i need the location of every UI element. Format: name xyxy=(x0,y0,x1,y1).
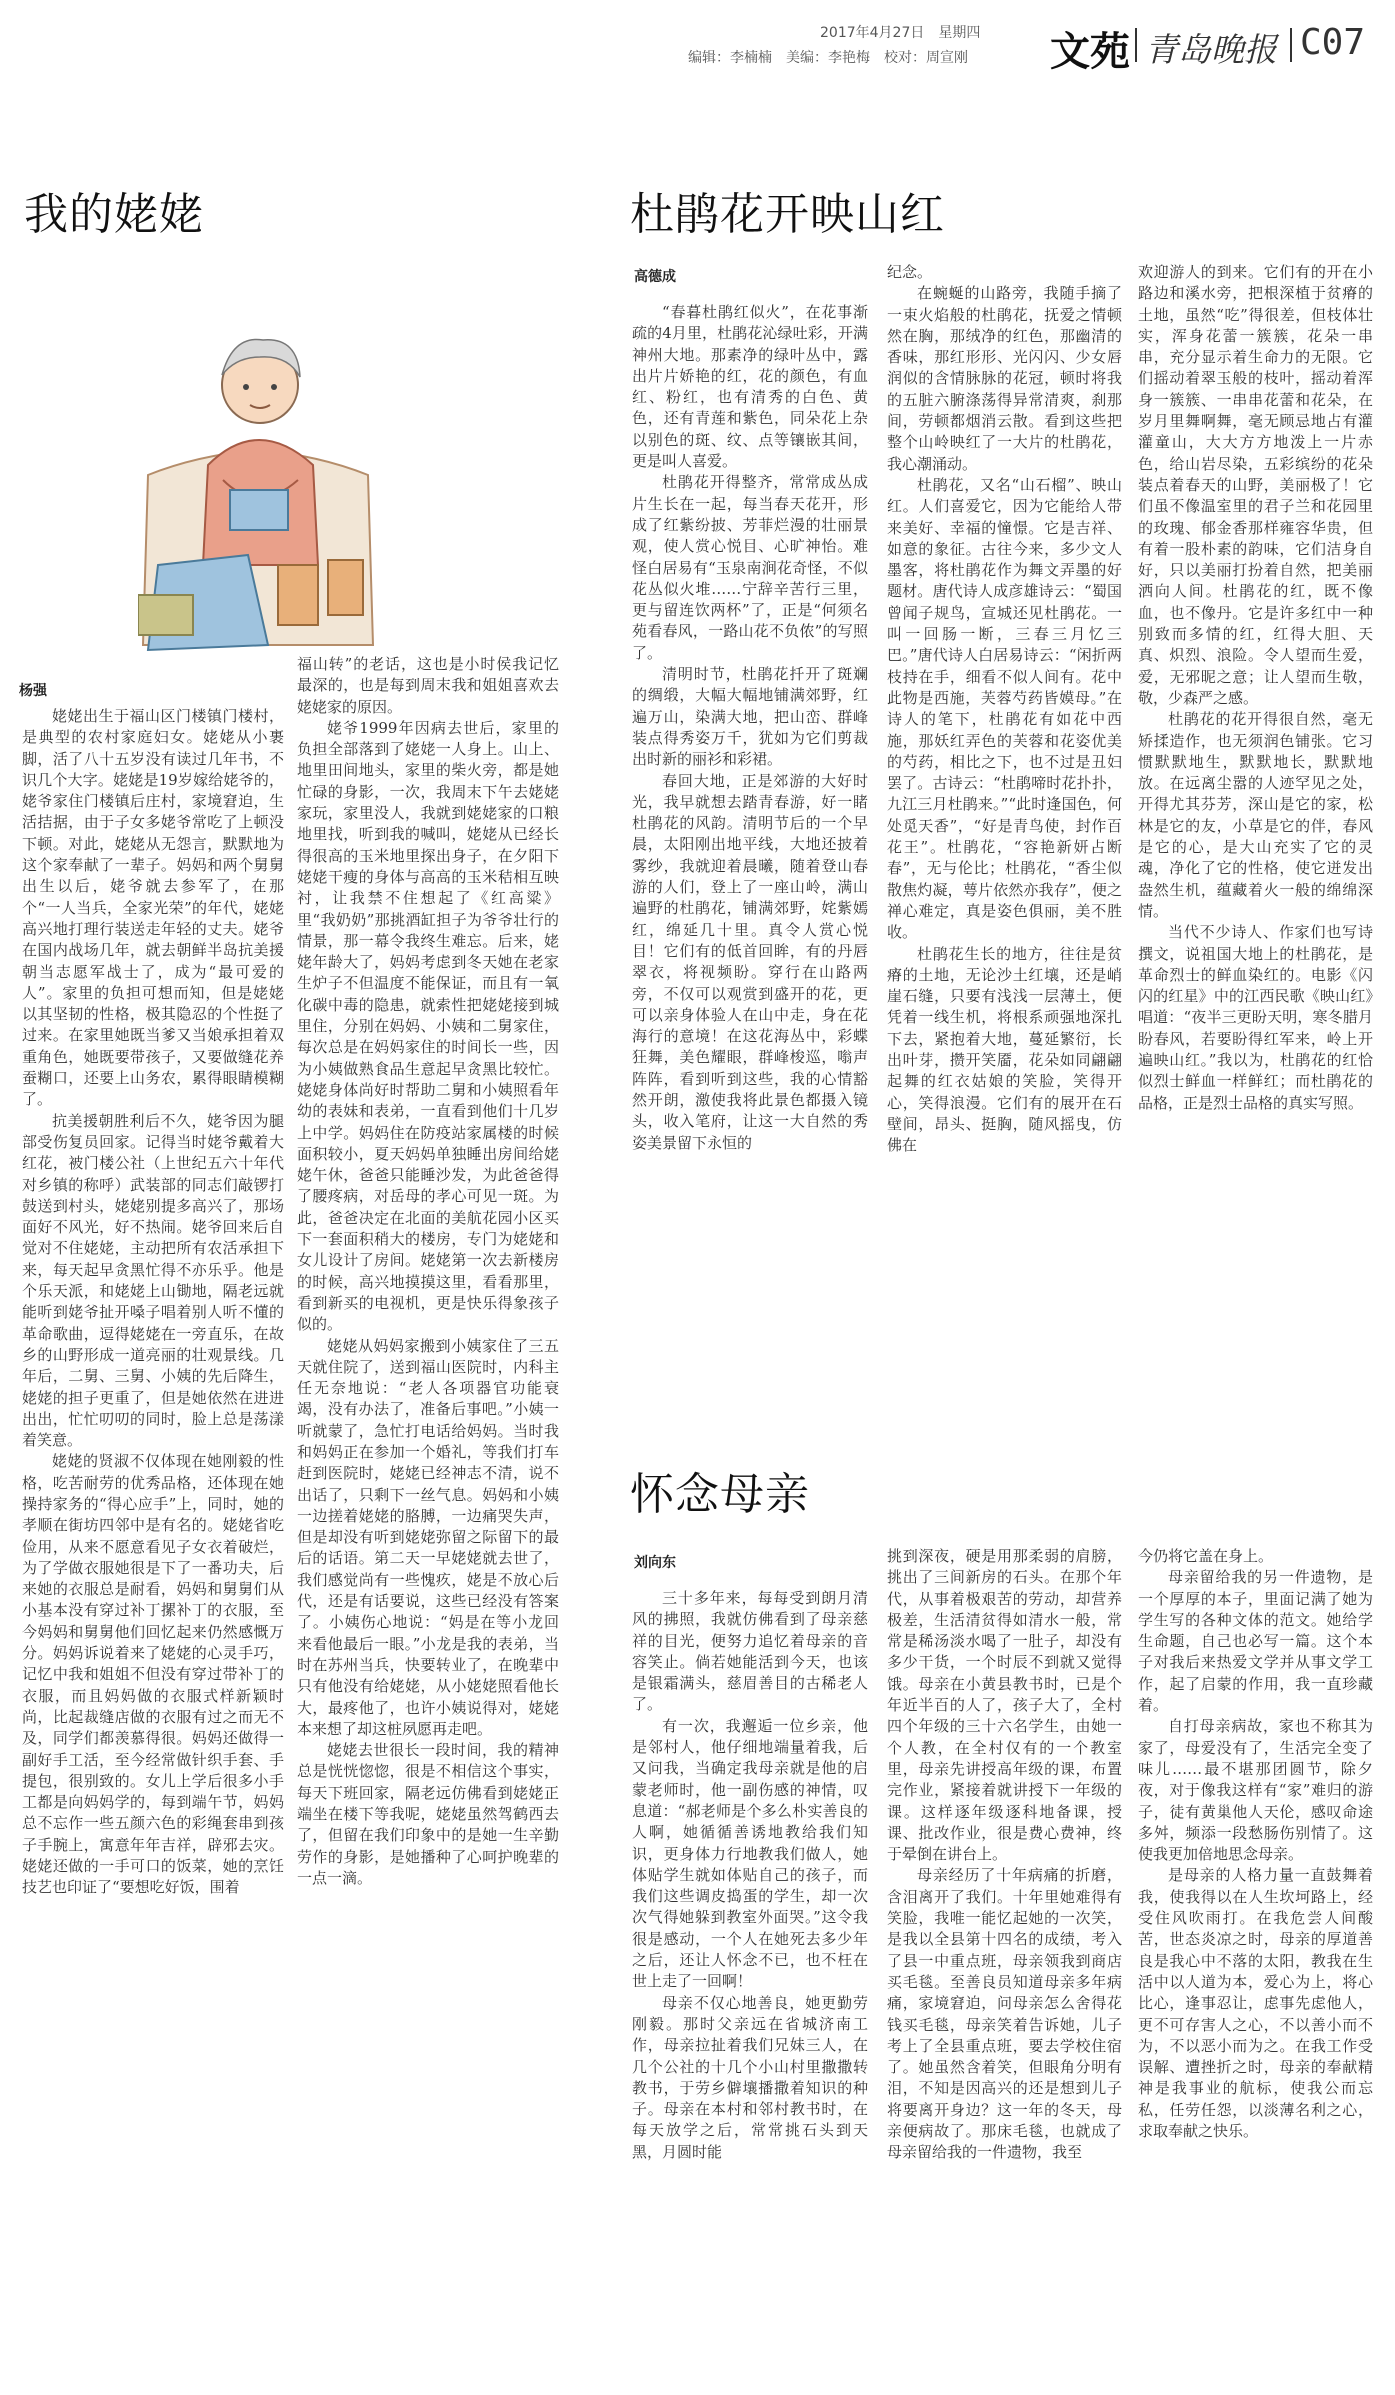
paragraph: 今仍将它盖在身上。 xyxy=(1138,1547,1274,1565)
paragraph: 杜鹃花，又名“山石榴”、映山红。人们喜爱它，因为它能给人带来美好、幸福的憧憬。它是吉祥、如意的象征。古往今来，多少文人墨客，将杜鹃花作为舞文弄墨的好题材。唐代诗人成彦雄诗云：“蜀国曾闻子规鸟，宣城还见杜鹃花。一叫一回肠一断，三春三月忆三巴。”唐代诗人白居易诗云：“闲折两枝持在手，细看不似人间有。花中此物是西施，芙蓉芍药皆嫫母。”在诗人的笔下，杜鹃花有如花中西施，那妖红弄色的芙蓉和花姿优美的芍药，相比之下，也不过是丑妇罢了。古诗云：“杜鹃啼时花扑扑，九江三月杜鹃来。”“此时逢国色，何处觅天香”，“好是青鸟使，封作百花王”。杜鹃花，“容艳新妍占断春”，无与伦比；杜鹃花，“香尘似散焦灼凝，萼片依然亦我存”，便之禅心难定，真是姿色俱丽，美不胜收。 xyxy=(887,475,1122,942)
paragraph: 欢迎游人的到来。它们有的开在小路边和溪水旁，把根深植于贫瘠的土地，虽然“吃”得很差，但枝体壮实，浑身花蕾一簇簇，花朵一串串，充分显示着生命力的无限。它们摇动着翠玉般的枝叶，摇动着浑身一簇簇、一串串花蕾和花朵，在岁月里舞啊舞，毫无顾忌地占有灌灌童山，大大方方地泼上一片赤色，给山岩尽染，五彩缤纷的花朵装点着春天的山野，美丽极了！它们虽不像温室里的君子兰和花园里的玫瑰、郁金香那样雍容华贵，但有着一股朴素的韵味，它们洁身自好，只以美丽打扮着自然，把美丽洒向人间。杜鹃花的红，既不像血，也不像丹。它是许多红中一种别致而多情的红，红得大胆、天真、炽烈、浪险。令人望而生爱，爱，无邪昵之意；让人望而生敬，敬，少森严之感。 xyxy=(1138,263,1373,707)
paragraph: 姥姥从妈妈家搬到小姨家住了三五天就住院了，送到福山医院时，内科主任无奈地说：“老人各项器官功能衰竭，没有办法了，准备后事吧。”小姨一听就蒙了，急忙打电话给妈妈。当时我和妈妈正在参加一个婚礼，等我们打车赶到医院时，姥姥已经神志不清，说不出话了，只剩下一丝气息。妈妈和小姨一边搓着姥姥的胳膊，一边痛哭失声，但是却没有听到姥姥弥留之际留下的最后的话语。第二天一早姥姥就去世了，我们感觉尚有一些愧疚，姥是不放心后代，还是有话要说，这些已经没有答案了。小姨伤心地说：“妈是在等小龙回来看他最后一眼。”小龙是我的表弟，当时在苏州当兵，快要转业了，在晚辈中只有他没有给姥姥，从小姥姥照看他长大，最疼他了，也许小姨说得对，姥姥本来想了却这桩夙愿再走吧。 xyxy=(297,1336,559,1738)
article-author: 高德成 xyxy=(634,269,676,285)
paragraph: 姥姥出生于福山区门楼镇门楼村，是典型的农村家庭妇女。姥姥从小裹脚，活了八十五岁没有读过几年书，不识几个大字。姥姥是19岁嫁给姥爷的，姥爷家住门楼镇后庄村，家境窘迫，生活拮据，由于子女多姥爷常吃了上顿没下顿。对此，姥姥从无怨言，默默地为这个家奉献了一辈子。妈妈和两个舅舅出生以后，姥爷就去参军了，在那个“一人当兵，全家光荣”的年代，姥姥高兴地打理行装送走年轻的丈夫。姥爷在国内战场几年，就去朝鲜半岛抗美援朝当志愿军战士了，成为“最可爱的人”。家里的负担可想而知，但是姥姥以其坚韧的性格，极其隐忍的个性挺了过来。在家里她既当爹又当娘承担着双重角色，她既要带孩子，又要做缝花养蚕糊口，还要上山务农，累得眼睛模糊了。 xyxy=(22,707,284,1109)
editorial-staff: 编辑：李楠楠 美编：李艳梅 校对：周宣刚 xyxy=(688,50,968,66)
paragraph: 母亲经历了十年病痛的折磨，含泪离开了我们。十年里她难得有笑脸，我唯一能忆起她的一次笑，是我以全县第十四名的成绩，考入了县一中重点班，母亲领我到商店买毛毯。至善良员知道母亲多年病痛，家境窘迫，问母亲怎么舍得花钱买毛毯，母亲笑着告诉她，儿子考上了全县重点班，要去学校住宿了。她虽然含着笑，但眼角分明有泪，不知是因高兴的还是想到儿子将要离开身边？这一年的冬天，母亲便病故了。那床毛毯，也就成了母亲留给我的一件遗物，我至 xyxy=(887,1866,1122,2162)
article-column xyxy=(22,706,284,2366)
paragraph: 杜鹃花的花开得很自然，毫无矫揉造作，也无须润色铺张。它习惯默默地生，默默地长，默默地放。在远离尘嚣的人迹罕见之处，开得尤其芬芳，深山是它的家，松林是它的友，小草是它的伴，春风是它的心，是大山充实了它的灵魂，净化了它的性格，使它迸发出盎然生机，蕴藏着火一般的绵绵深情。 xyxy=(1138,710,1373,920)
paragraph: 清明时节，杜鹃花扦开了斑斓的绸缎，大幅大幅地铺满郊野，红遍万山，染满大地，把山峦、群峰装点得秀姿万千，犹如为它们剪裁出时新的丽衫和彩裙。 xyxy=(632,665,868,769)
article-author: 杨强 xyxy=(19,683,47,699)
paragraph: 杜鹃花开得整齐，常常成丛成片生长在一起，每当春天花开，形成了红紫纷披、芳菲烂漫的壮丽景观，使人赏心悦目、心旷神怡。难怪白居易有“玉泉南涧花奇怪，不似花丛似火堆……宁辞辛苦行三里，更与留连饮两杯”了，正是“何须名苑看春风，一路山花不负侬”的写照了。 xyxy=(632,473,868,662)
newspaper-logo: 青岛晚报 xyxy=(1145,30,1277,69)
paragraph: “春暮杜鹃红似火”，在花事渐疏的4月里，杜鹃花沁绿吐彩，开满神州大地。那素净的绿叶丛中，露出片片娇艳的红，花的颜色，有血红、粉红，也有清秀的白色、黄色，还有青莲和紫色，同朵花上杂以别色的斑、纹、点等镶嵌其间，更是叫人喜爱。 xyxy=(632,303,868,471)
article-column xyxy=(887,1546,1122,2374)
paragraph: 春回大地，正是郊游的大好时光，我早就想去踏青春游，好一睹杜鹃花的风韵。清明节后的一个早晨，太阳刚出地平线，大地还披着雾纱，我就迎着晨曦，随着登山春游的人们，登上了一座山岭，满山遍野的杜鹃花，铺满郊野，姹紫嫣红，绵延几十里。真令人赏心悦目！它们有的低首回眸，有的丹唇翠衣，将视频盼。穿行在山路两旁，不仅可以观赏到盛开的花，更可以亲身体验人在山中走，身在花海行的意境！在这花海丛中，彩蝶狂舞，美色耀眼，群峰梭巡，嗡声阵阵，看到听到这些，我的心情豁然开朗，激使我将此景色都摄入镜头，收入笔府，让这一大自然的秀姿美景留下永恒的 xyxy=(632,771,868,1152)
article-column xyxy=(632,1588,868,2373)
paragraph: 纪念。 xyxy=(887,263,933,281)
article-title-azalea: 杜鹃花开映山红 xyxy=(630,189,945,240)
article-column xyxy=(1138,1546,1373,2374)
masthead-divider xyxy=(1135,28,1137,62)
article-column xyxy=(297,654,559,2369)
paragraph: 当代不少诗人、作家们也写诗撰文，说祖国大地上的杜鹃花，是革命烈士的鲜血染红的。电影《闪闪的红星》中的江西民歌《映山红》唱道：“夜半三更盼天明，寒冬腊月盼春风，若要盼得红军来，岭上开遍映山红。”我以为，杜鹃花的红恰似烈士鲜血一样鲜红；而杜鹃花的品格，正是烈士品格的真实写照。 xyxy=(1138,923,1373,1112)
article-column xyxy=(887,262,1122,1527)
paragraph: 母亲不仅心地善良，她更勤劳刚毅。那时父亲远在省城济南工作，母亲拉扯着我们兄妹三人，在几个公社的十几个小山村里撒撒转教书，于劳乡僻壤播撒着知识的种子。母亲在本村和邻村教书时，在每天放学之后，常常挑石头到天黑，月圆时能 xyxy=(632,1993,868,2161)
masthead xyxy=(0,0,1395,80)
paragraph: 姥姥的贤淑不仅体现在她刚毅的性格，吃苦耐劳的优秀品格，还体现在她操持家务的“得心应手”上，同时，她的孝顺在街坊四邻中是有名的。姥姥省吃俭用，从来不愿意看见子女衣着破烂，为了学做衣服她很是下了一番功夫，后来她的衣服总是耐看，妈妈和舅舅们从小基本没有穿过补丁摞补丁的衣服，至今妈妈和舅舅他们回忆起来仍然感慨万分。妈妈诉说着来了姥姥的心灵手巧，记忆中我和姐姐不但没有穿过带补丁的衣服，而且妈妈做的衣服式样新颖时尚，比起裁缝店做的衣服有过之而无不及，同学们都羡慕得很。妈妈还做得一副好手工活，至今经常做针织手套、手提包，很别致的。女儿上学后很多小手工都是向妈妈学的，每到端午节，妈妈总不忘作一些五颜六色的彩绳套串到孩子手腕上，寓意年年吉祥，辟邪去灾。姥姥还做的一手可口的饭菜，她的烹饪技艺也印证了“要想吃好饭，围着 xyxy=(22,1452,284,1897)
masthead-divider xyxy=(1290,28,1292,62)
article-title-grandma: 我的姥姥 xyxy=(24,189,204,240)
paragraph: 抗美援朝胜利后不久，姥爷因为腿部受伤复员回家。记得当时姥爷戴着大红花，被门楼公社（上世纪五六十年代对乡镇的称呼）武装部的同志们敲锣打鼓送到村头，姥姥别提多高兴了，那场面好不风光，好不热闹。姥爷回来后自觉对不住姥姥，主动把所有农活承担下来，每天起早贪黑忙得不亦乐乎。他是个乐天派，和姥姥上山锄地，隔老远就能听到姥爷扯开嗓子唱着别人听不懂的革命歌曲，逗得姥姥在一旁直乐，在故乡的山野形成一道亮丽的壮观景线。几年后，二舅、三舅、小姨的先后降生，姥姥的担子更重了，但是她依然在进进出出，忙忙叨叨的同时，脸上总是荡漾着笑意。 xyxy=(22,1111,284,1450)
paragraph: 是母亲的人格力量一直鼓舞着我，使我得以在人生坎坷路上，经受住风吹雨打。在我危尝人间酸苦，世态炎凉之时，母亲的厚道善良是我心中不落的太阳，教我在生活中以人道为本，爱心为上，将心比心，逢事忍让，虑事先虑他人，更不可存害人之心，不以善小而不为，不以恶小而为之。在我工作受误解、遭挫折之时，母亲的奉献精神是我事业的航标，使我公而忘私，任劳任怨，以淡薄名利之心，求取奉献之快乐。 xyxy=(1138,1866,1373,2141)
paragraph: 有一次，我邂逅一位乡亲，他是邻村人，他仔细地端量着我，后又问我，当确定我母亲就是他的启蒙老师时，他一副伤感的神情，叹息道：“郝老师是个多么朴实善良的人啊，她循循善诱地教给我们知识，更身体力行地教我们做人，她体贴学生就如体贴自己的孩子，而我们这些调皮捣蛋的学生，却一次次气得她躲到教室外面哭。”这令我很是感动，一个人在她死去多少年之后，还让人怀念不已，也不枉在世上走了一回啊！ xyxy=(632,1716,868,1991)
paragraph: 姥爷1999年因病去世后，家里的负担全部落到了姥姥一人身上。山上、地里田间地头，家里的柴火旁，都是她忙碌的身影，一次，我周末下午去姥姥家玩，家里没人，我就到姥姥家的口粮地里找，听到我的喊叫，姥姥从已经长得很高的玉米地里探出身子，在夕阳下姥姥干瘦的身体与高高的玉米秸相互映衬，让我禁不住想起了《红高粱》里“我奶奶”那挑酒缸担子为爷爷壮行的情景，那一幕令我终生难忘。后来，姥姥年龄大了，妈妈考虑到冬天她在老家生炉子不但温度不能保证，而且有一氧化碳中毒的隐患，就索性把姥姥接到城里住，分别在妈妈、小姨和二舅家住，每次总是在妈妈家住的时间长一些，因为小姨做熟食品生意起早贪黑比较忙。姥姥身体尚好时帮助二舅和小姨照看年幼的表妹和表弟，一直看到他们十几岁上中学。妈妈住在防疫站家属楼的时候面积较小，夏天妈妈单独睡出房间给姥姥午休，爸爸只能睡沙发，为此爸爸得了腰疼病，对岳母的孝心可见一斑。为此，爸爸决定在北面的美航花园小区买下一套面积稍大的楼房，专门为姥姥和女儿设计了房间。姥姥第一次去新楼房的时候，高兴地摸摸这里，看看那里，看到新买的电视机，更是快乐得象孩子似的。 xyxy=(297,718,559,1334)
paragraph: 自打母亲病故，家也不称其为家了，母爱没有了，生活完全变了味儿……最不堪那团圆节，除夕夜，对于像我这样有“家”难归的游子，徒有黄巢他人天伦，感叹命途多舛，频添一段愁肠伤别情了。这使我更加倍地思念母亲。 xyxy=(1138,1717,1373,1864)
section-name: 文苑 xyxy=(1050,28,1130,75)
article-column xyxy=(632,302,868,1522)
article-author: 刘向东 xyxy=(634,1555,676,1571)
paragraph: 挑到深夜，硬是用那柔弱的肩膀，挑出了三间新房的石头。在那个年代，从事着极艰苦的劳动，却营养极差，生活清贫得如清水一般，常常是稀汤淡水喝了一肚子，却没有多少干货，一个时辰不到就又觉得饿。母亲在小黄县教书时，已是个年近半百的人了，孩子大了，全村四个年级的三十六名学生，由她一个人教，在全村仅有的一个教室里，母亲先讲授高年级的课，布置完作业，紧接着就讲授下一年级的课。这样逐年级逐科地备课，授课、批改作业，很是费心费神，终于晕倒在讲台上。 xyxy=(887,1547,1122,1864)
issue-date: 2017年4月27日 星期四 xyxy=(820,25,981,41)
page-number: C07 xyxy=(1300,22,1366,63)
paragraph: 福山转”的老话，这也是小时侯我记忆最深的，也是每到周末我和姐姐喜欢去姥姥家的原因。 xyxy=(297,655,559,716)
grandma-knitting-illustration xyxy=(138,265,378,665)
article-title-mother: 怀念母亲 xyxy=(630,1469,810,1520)
paragraph: 三十多年来，每每受到朗月清风的拂照，我就仿佛看到了母亲慈祥的目光，便努力追忆着母亲的音容笑止。倘若她能活到今天，也该是银霜满头，慈眉善目的古稀老人了。 xyxy=(632,1589,868,1714)
paragraph: 在蜿蜒的山路旁，我随手摘了一束火焰般的杜鹃花，抚爱之情顿然在胸，那绒净的红色，那幽清的香味，那红形形、光闪闪、少女唇润似的含情脉脉的花冠，顿时将我的五脏六腑涤荡得异常清爽，刹那间，劳顿都烟消云散。看到这些把整个山岭映红了一大片的杜鹃花，我心潮涌动。 xyxy=(887,284,1122,473)
article-column xyxy=(1138,262,1373,1527)
paragraph: 母亲留给我的另一件遗物，是一个厚厚的本子，里面记满了她为学生写的各种文体的范文。她给学生命题，自己也必写一篇。这个本子对我后来热爱文学并从事文学工作，起了启蒙的作用，我一直珍藏着。 xyxy=(1138,1568,1373,1715)
paragraph: 杜鹃花生长的地方，往往是贫瘠的土地，无论沙土红壤，还是峭崖石缝，只要有浅浅一层薄土，便凭着一线生机，将根系顽强地深扎下去，紧抱着大地，蔓延繁衍，长出叶芽，攒开笑靥，花朵如同翩翩起舞的红衣姑娘的笑脸，笑得开心，笑得浪漫。它们有的展开在石壁间，昂头、挺胸，随风摇曳，仿佛在 xyxy=(887,944,1122,1155)
paragraph: 姥姥去世很长一段时间，我的精神总是恍恍惚惚，很是不相信这个事实，每天下班回家，隔老远仿佛看到姥姥正端坐在楼下等我呢，姥姥虽然驾鹤西去了，但留在我们印象中的是她一生辛勤劳作的身影，是她播种了心呵护晚辈的一点一滴。 xyxy=(297,1741,559,1887)
